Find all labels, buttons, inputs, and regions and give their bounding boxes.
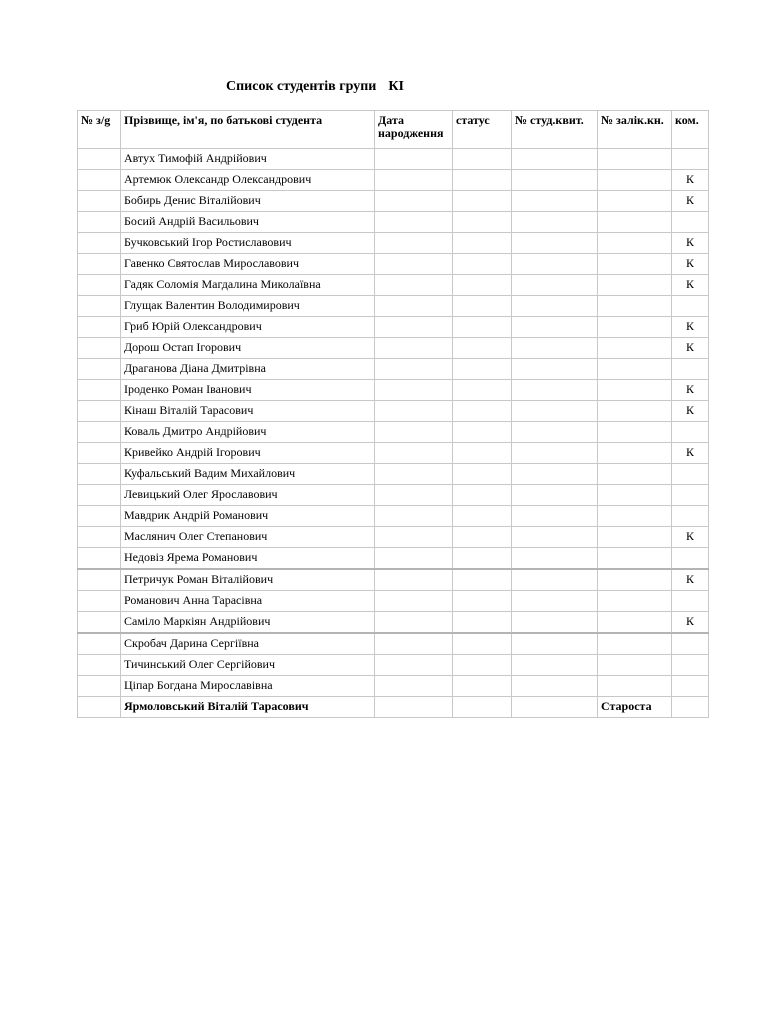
cell-record-book: [598, 591, 672, 612]
table-row: [78, 569, 709, 591]
cell-birthdate: [375, 464, 453, 485]
cell-record-book: [598, 676, 672, 697]
cell-student-card: [512, 170, 598, 191]
cell-record-book: [598, 191, 672, 212]
cell-name: Кінаш Віталій Тарасович: [121, 401, 375, 422]
cell-record-book: [598, 317, 672, 338]
cell-status: [453, 422, 512, 443]
cell-record-book: [598, 612, 672, 634]
header-row: [78, 111, 709, 149]
cell-birthdate: [375, 655, 453, 676]
cell-record-book: [598, 422, 672, 443]
cell-name: Бобирь Денис Віталійович: [121, 191, 375, 212]
cell-number: [78, 170, 121, 191]
cell-student-card: [512, 485, 598, 506]
cell-birthdate: [375, 275, 453, 296]
cell-student-card: [512, 317, 598, 338]
cell-name: Гриб Юрій Олександрович: [121, 317, 375, 338]
cell-birthdate: [375, 506, 453, 527]
cell-number: [78, 401, 121, 422]
col-header-student-card: № студ.квит.: [512, 111, 598, 149]
cell-student-card: [512, 591, 598, 612]
table-row: [78, 443, 709, 464]
cell-number: [78, 275, 121, 296]
cell-status: [453, 443, 512, 464]
cell-student-card: [512, 697, 598, 718]
cell-record-book: [598, 527, 672, 548]
cell-record-book: [598, 633, 672, 655]
table-row: [78, 676, 709, 697]
cell-birthdate: [375, 191, 453, 212]
cell-status: [453, 612, 512, 634]
page-title: [226, 79, 404, 95]
table-row: [78, 233, 709, 254]
cell-kom: К: [672, 527, 709, 548]
cell-birthdate: [375, 548, 453, 570]
cell-student-card: [512, 655, 598, 676]
cell-record-book: [598, 233, 672, 254]
cell-status: [453, 170, 512, 191]
table-row: [78, 655, 709, 676]
table-row: [78, 633, 709, 655]
cell-name: Гадяк Соломія Магдалина Миколаївна: [121, 275, 375, 296]
cell-number: [78, 548, 121, 570]
cell-name: Босий Андрій Васильович: [121, 212, 375, 233]
cell-record-book: Староста: [598, 697, 672, 718]
cell-status: [453, 296, 512, 317]
cell-student-card: [512, 443, 598, 464]
cell-kom: К: [672, 233, 709, 254]
table-row: [78, 527, 709, 548]
table-row: [78, 548, 709, 570]
cell-kom: [672, 296, 709, 317]
cell-status: [453, 591, 512, 612]
cell-kom: [672, 422, 709, 443]
cell-student-card: [512, 612, 598, 634]
cell-number: [78, 338, 121, 359]
title-text: Список студентів групи: [226, 79, 377, 94]
cell-kom: К: [672, 612, 709, 634]
cell-student-card: [512, 676, 598, 697]
cell-name: Скробач Дарина Сергіївна: [121, 633, 375, 655]
cell-kom: К: [672, 569, 709, 591]
cell-name: Глущак Валентин Володимирович: [121, 296, 375, 317]
cell-kom: [672, 591, 709, 612]
cell-kom: К: [672, 338, 709, 359]
table-row: [78, 506, 709, 527]
cell-name: Дорош Остап Ігорович: [121, 338, 375, 359]
cell-birthdate: [375, 401, 453, 422]
cell-kom: К: [672, 275, 709, 296]
cell-status: [453, 506, 512, 527]
table-row: [78, 401, 709, 422]
cell-status: [453, 697, 512, 718]
table-row: [78, 359, 709, 380]
cell-status: [453, 338, 512, 359]
cell-name: Левицький Олег Ярославович: [121, 485, 375, 506]
cell-kom: К: [672, 317, 709, 338]
cell-number: [78, 633, 121, 655]
cell-kom: [672, 464, 709, 485]
cell-kom: [672, 697, 709, 718]
col-header-birthdate: Дата народження: [375, 111, 453, 149]
cell-student-card: [512, 191, 598, 212]
cell-student-card: [512, 506, 598, 527]
cell-birthdate: [375, 170, 453, 191]
cell-name: Ціпар Богдана Мирославівна: [121, 676, 375, 697]
cell-number: [78, 191, 121, 212]
cell-student-card: [512, 275, 598, 296]
cell-number: [78, 569, 121, 591]
cell-kom: К: [672, 170, 709, 191]
cell-record-book: [598, 149, 672, 170]
cell-kom: К: [672, 443, 709, 464]
table-row: [78, 591, 709, 612]
cell-student-card: [512, 380, 598, 401]
cell-number: [78, 506, 121, 527]
cell-record-book: [598, 569, 672, 591]
cell-number: [78, 527, 121, 548]
table-row: [78, 296, 709, 317]
cell-number: [78, 212, 121, 233]
cell-record-book: [598, 359, 672, 380]
cell-kom: К: [672, 254, 709, 275]
cell-student-card: [512, 212, 598, 233]
cell-name: Мавдрик Андрій Романович: [121, 506, 375, 527]
table-row: [78, 612, 709, 634]
cell-name: Кривейко Андрій Ігорович: [121, 443, 375, 464]
table-row: [78, 422, 709, 443]
cell-birthdate: [375, 697, 453, 718]
cell-student-card: [512, 359, 598, 380]
cell-name: Ярмоловський Віталій Тарасович: [121, 697, 375, 718]
cell-record-book: [598, 296, 672, 317]
cell-status: [453, 464, 512, 485]
cell-name: Романович Анна Тарасівна: [121, 591, 375, 612]
cell-birthdate: [375, 422, 453, 443]
cell-record-book: [598, 548, 672, 570]
cell-student-card: [512, 149, 598, 170]
table-row: [78, 254, 709, 275]
cell-status: [453, 569, 512, 591]
cell-number: [78, 254, 121, 275]
table-row: [78, 275, 709, 296]
cell-birthdate: [375, 443, 453, 464]
cell-number: [78, 380, 121, 401]
cell-birthdate: [375, 569, 453, 591]
table-row: [78, 170, 709, 191]
cell-student-card: [512, 296, 598, 317]
cell-record-book: [598, 275, 672, 296]
cell-student-card: [512, 464, 598, 485]
cell-birthdate: [375, 212, 453, 233]
cell-name: Петричук Роман Віталійович: [121, 569, 375, 591]
cell-name: Бучковський Ігор Ростиславович: [121, 233, 375, 254]
cell-kom: [672, 149, 709, 170]
table-row: [78, 212, 709, 233]
cell-birthdate: [375, 380, 453, 401]
cell-kom: К: [672, 401, 709, 422]
cell-birthdate: [375, 296, 453, 317]
cell-status: [453, 548, 512, 570]
cell-number: [78, 422, 121, 443]
cell-kom: К: [672, 380, 709, 401]
cell-status: [453, 655, 512, 676]
table-row: [78, 149, 709, 170]
col-header-name: Прізвище, ім'я, по батькові студента: [121, 111, 375, 149]
cell-record-book: [598, 212, 672, 233]
cell-number: [78, 359, 121, 380]
cell-name: Іроденко Роман Іванович: [121, 380, 375, 401]
cell-name: Драганова Діана Дмитрівна: [121, 359, 375, 380]
table-row: [78, 317, 709, 338]
cell-student-card: [512, 633, 598, 655]
cell-kom: [672, 676, 709, 697]
cell-name: Гавенко Святослав Мирославович: [121, 254, 375, 275]
cell-record-book: [598, 338, 672, 359]
cell-birthdate: [375, 149, 453, 170]
cell-status: [453, 191, 512, 212]
cell-student-card: [512, 254, 598, 275]
cell-kom: [672, 548, 709, 570]
cell-birthdate: [375, 485, 453, 506]
cell-number: [78, 296, 121, 317]
table-row: [78, 697, 709, 718]
cell-status: [453, 317, 512, 338]
cell-number: [78, 612, 121, 634]
cell-number: [78, 464, 121, 485]
cell-status: [453, 275, 512, 296]
cell-number: [78, 149, 121, 170]
cell-status: [453, 401, 512, 422]
cell-student-card: [512, 548, 598, 570]
cell-birthdate: [375, 591, 453, 612]
cell-record-book: [598, 464, 672, 485]
cell-number: [78, 485, 121, 506]
cell-status: [453, 254, 512, 275]
cell-record-book: [598, 485, 672, 506]
cell-birthdate: [375, 254, 453, 275]
cell-student-card: [512, 401, 598, 422]
cell-student-card: [512, 422, 598, 443]
cell-birthdate: [375, 233, 453, 254]
cell-birthdate: [375, 633, 453, 655]
cell-student-card: [512, 569, 598, 591]
table-row: [78, 380, 709, 401]
cell-number: [78, 591, 121, 612]
cell-birthdate: [375, 527, 453, 548]
cell-student-card: [512, 233, 598, 254]
table-row: [78, 191, 709, 212]
cell-kom: [672, 485, 709, 506]
cell-record-book: [598, 170, 672, 191]
cell-name: Куфальський Вадим Михайлович: [121, 464, 375, 485]
cell-number: [78, 233, 121, 254]
table-row: [78, 464, 709, 485]
table-row: [78, 485, 709, 506]
cell-status: [453, 233, 512, 254]
cell-status: [453, 380, 512, 401]
col-header-kom: ком.: [672, 111, 709, 149]
cell-student-card: [512, 338, 598, 359]
cell-birthdate: [375, 612, 453, 634]
cell-name: Коваль Дмитро Андрійович: [121, 422, 375, 443]
cell-kom: [672, 655, 709, 676]
group-code: КІ: [388, 79, 404, 94]
cell-birthdate: [375, 338, 453, 359]
cell-kom: [672, 506, 709, 527]
students-body: [78, 149, 709, 718]
cell-record-book: [598, 443, 672, 464]
cell-birthdate: [375, 359, 453, 380]
cell-birthdate: [375, 317, 453, 338]
cell-number: [78, 676, 121, 697]
cell-name: Саміло Маркіян Андрійович: [121, 612, 375, 634]
cell-record-book: [598, 401, 672, 422]
cell-record-book: [598, 655, 672, 676]
cell-name: Артемюк Олександр Олександрович: [121, 170, 375, 191]
cell-number: [78, 443, 121, 464]
cell-record-book: [598, 506, 672, 527]
cell-status: [453, 633, 512, 655]
col-header-record-book: № залік.кн.: [598, 111, 672, 149]
cell-status: [453, 212, 512, 233]
cell-student-card: [512, 527, 598, 548]
cell-kom: [672, 212, 709, 233]
cell-number: [78, 317, 121, 338]
cell-status: [453, 149, 512, 170]
cell-kom: [672, 633, 709, 655]
cell-status: [453, 359, 512, 380]
cell-status: [453, 676, 512, 697]
cell-record-book: [598, 254, 672, 275]
cell-name: Маслянич Олег Степанович: [121, 527, 375, 548]
col-header-number: № з/g: [78, 111, 121, 149]
cell-name: Тичинський Олег Сергійович: [121, 655, 375, 676]
cell-status: [453, 527, 512, 548]
col-header-status: статус: [453, 111, 512, 149]
cell-status: [453, 485, 512, 506]
cell-number: [78, 655, 121, 676]
students-table: [77, 110, 709, 718]
cell-number: [78, 697, 121, 718]
cell-name: Недовіз Ярема Романович: [121, 548, 375, 570]
cell-name: Автух Тимофій Андрійович: [121, 149, 375, 170]
cell-kom: К: [672, 191, 709, 212]
cell-record-book: [598, 380, 672, 401]
table-row: [78, 338, 709, 359]
cell-birthdate: [375, 676, 453, 697]
cell-kom: [672, 359, 709, 380]
